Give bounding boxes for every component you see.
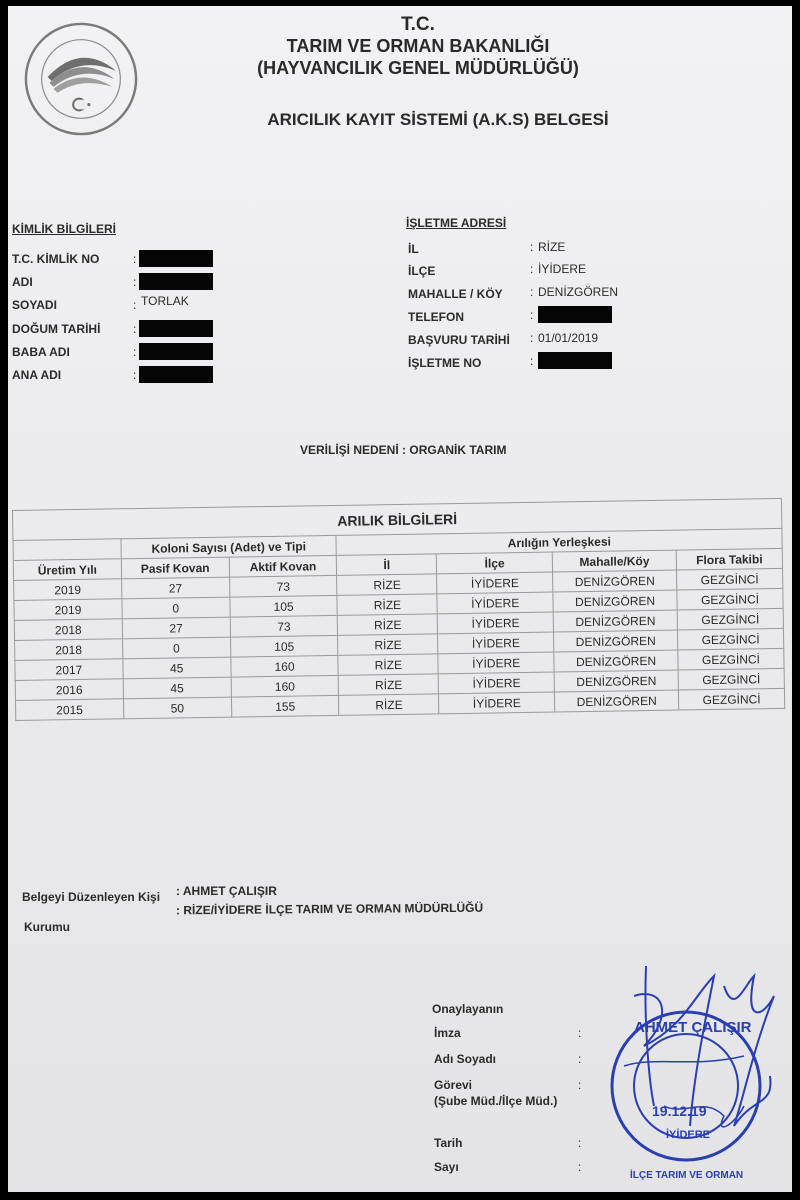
table-cell: GEZGİNCİ (678, 648, 784, 670)
identity-field-label: BABA ADI (12, 345, 70, 359)
approval-row-label: Görevi (434, 1078, 473, 1092)
issue-reason (300, 443, 506, 457)
document-title: ARICILIK KAYIT SİSTEMİ (A.K.S) BELGESİ (267, 110, 609, 129)
table-cell: DENİZGÖREN (554, 670, 678, 692)
table-group-location: Arılığın Yerleşkesi (336, 528, 782, 555)
identity-field-label: T.C. KİMLİK NO (12, 252, 100, 266)
table-cell: GEZGİNCİ (678, 668, 784, 690)
issuer-person-label: Belgeyi Düzenleyen Kişi (22, 890, 161, 904)
table-cell: RİZE (339, 674, 439, 696)
table-body (14, 568, 785, 720)
table-cell: İYİDERE (437, 592, 553, 614)
field-colon: : (530, 262, 534, 276)
table-cell: 73 (229, 575, 337, 597)
table-cell: RİZE (338, 614, 438, 636)
table-column-header: Üretim Yılı (13, 559, 121, 581)
table-cell: RİZE (339, 694, 439, 716)
stamp-date-text: 19.12.19 (652, 1103, 707, 1119)
table-column-header: Pasif Kovan (121, 557, 229, 579)
header-ministry: TARIM VE ORMAN BAKANLIĞI (286, 36, 550, 56)
address-field-label: MAHALLE / KÖY (408, 287, 503, 301)
header-tc: T.C. (401, 14, 435, 35)
table-cell: 105 (230, 635, 338, 657)
table-cell: 0 (122, 637, 230, 659)
table-cell: DENİZGÖREN (553, 590, 677, 612)
approval-row-label: Sayı (434, 1160, 459, 1174)
identity-field-value: TORLAK (141, 294, 189, 308)
stamp-ring-text: İLÇE TARIM VE ORMAN (630, 1170, 744, 1181)
table-cell: 50 (123, 697, 231, 719)
table-cell: RİZE (338, 654, 438, 676)
table-cell: İYİDERE (439, 692, 555, 714)
stamp-name-text: AHMET ÇALIŞIR (634, 1019, 752, 1036)
approval-row-label: Tarih (434, 1136, 463, 1150)
field-colon: : (530, 240, 534, 254)
table-cell: DENİZGÖREN (553, 610, 677, 632)
approval-row-label: Adı Soyadı (434, 1052, 497, 1066)
address-field-label: İL (408, 242, 419, 256)
identity-field-label: DOĞUM TARİHİ (12, 322, 101, 336)
document-paper (8, 6, 792, 1192)
table-cell: RİZE (337, 594, 437, 616)
table-cell: 27 (121, 577, 229, 599)
redaction-bar (139, 343, 213, 360)
issue-reason-value: ORGANİK TARIM (409, 443, 507, 457)
table-column-header: Mahalle/Köy (552, 550, 676, 572)
table-column-header: Flora Takibi (676, 548, 782, 570)
table-column-header: İlçe (437, 552, 553, 574)
redaction-bar (139, 250, 213, 267)
issuer-org-label: Kurumu (24, 920, 70, 934)
table-cell: 27 (122, 617, 230, 639)
issuer-org-value: : RİZE/İYİDERE İLÇE TARIM VE ORMAN MÜDÜRLÜĞÜ (175, 900, 484, 918)
table-cell: 45 (123, 657, 231, 679)
field-colon: : (578, 1078, 582, 1092)
address-field-label: BAŞVURU TARİHİ (408, 333, 510, 347)
table-cell: GEZGİNCİ (678, 688, 784, 710)
field-colon: : (133, 252, 137, 266)
table-cell: 160 (231, 675, 339, 697)
address-field-value: DENİZGÖREN (538, 285, 619, 299)
table-cell: GEZGİNCİ (677, 588, 783, 610)
field-colon: : (530, 285, 534, 299)
field-colon: : (133, 298, 137, 312)
table-column-header: Aktif Kovan (229, 555, 337, 577)
field-colon: : (530, 331, 534, 345)
identity-section-title: KİMLİK BİLGİLERİ (12, 222, 116, 236)
redaction-bar (538, 352, 612, 369)
field-colon: : (578, 1026, 582, 1040)
address-field-label: İŞLETME NO (408, 356, 482, 370)
table-group-empty (13, 539, 121, 561)
field-colon: : (578, 1160, 582, 1174)
table-cell: RİZE (338, 634, 438, 656)
issue-reason-label: VERİLİŞİ NEDENİ : (300, 443, 407, 457)
address-field-label: İLÇE (408, 264, 436, 278)
field-colon: : (133, 368, 137, 382)
field-colon: : (133, 322, 137, 336)
address-field-value: İYİDERE (538, 262, 587, 276)
table-cell: 45 (123, 677, 231, 699)
approval-row-label: (Şube Müd./İlçe Müd.) (434, 1094, 558, 1108)
table-cell: DENİZGÖREN (554, 650, 678, 672)
table-cell: 155 (231, 695, 339, 717)
table-cell: RİZE (337, 574, 437, 596)
table-cell: DENİZGÖREN (554, 630, 678, 652)
identity-field-label: ADI (12, 275, 33, 289)
table-title: ARILIK BİLGİLERİ (337, 511, 458, 529)
table-cell: İYİDERE (438, 672, 554, 694)
issuer-person-value: : AHMET ÇALIŞIR (176, 884, 277, 898)
apiary-table (12, 528, 785, 721)
address-section-title: İŞLETME ADRESİ (406, 216, 507, 230)
redaction-bar (139, 366, 213, 383)
table-column-header: İl (337, 554, 437, 576)
header-directorate: (HAYVANCILIK GENEL MÜDÜRLÜĞÜ) (257, 58, 579, 78)
field-colon: : (530, 354, 534, 368)
ministry-seal-icon (22, 20, 140, 138)
table-cell: İYİDERE (437, 572, 553, 594)
table-cell: İYİDERE (438, 652, 554, 674)
table-cell: GEZGİNCİ (677, 608, 783, 630)
redaction-bar (139, 320, 213, 337)
approval-row-label: İmza (434, 1026, 461, 1040)
table-cell: GEZGİNCİ (678, 628, 784, 650)
official-stamp-icon (594, 956, 792, 1192)
table-cell: GEZGİNCİ (677, 568, 783, 590)
table-cell: 2018 (15, 639, 123, 661)
address-field-value: RİZE (538, 240, 566, 254)
table-cell: İYİDERE (437, 612, 553, 634)
table-cell: 0 (122, 597, 230, 619)
table-cell: 2018 (14, 619, 122, 641)
table-cell: 2019 (14, 599, 122, 621)
table-cell: 160 (230, 655, 338, 677)
apiary-table-section (12, 498, 786, 742)
address-field-label: TELEFON (408, 310, 464, 324)
approval-title: Onaylayanın (432, 1002, 504, 1016)
table-cell: 105 (230, 595, 338, 617)
table-cell: DENİZGÖREN (555, 690, 679, 712)
field-colon: : (133, 275, 137, 289)
table-cell: DENİZGÖREN (553, 570, 677, 592)
field-colon: : (578, 1052, 582, 1066)
table-cell: 2019 (14, 579, 122, 601)
identity-field-label: SOYADI (12, 298, 57, 312)
address-field-value: 01/01/2019 (538, 331, 599, 345)
table-cell: 2017 (15, 659, 123, 681)
stamp-place-text: İYİDERE (666, 1129, 711, 1141)
table-cell: 73 (230, 615, 338, 637)
redaction-bar (538, 306, 612, 323)
field-colon: : (133, 345, 137, 359)
table-cell: 2016 (15, 679, 123, 701)
table-cell: İYİDERE (438, 632, 554, 654)
redaction-bar (139, 273, 213, 290)
field-colon: : (530, 308, 534, 322)
identity-field-label: ANA ADI (12, 368, 62, 382)
field-colon: : (578, 1136, 582, 1150)
table-group-colony: Koloni Sayısı (Adet) ve Tipi (121, 535, 337, 558)
table-cell: 2015 (15, 699, 123, 721)
